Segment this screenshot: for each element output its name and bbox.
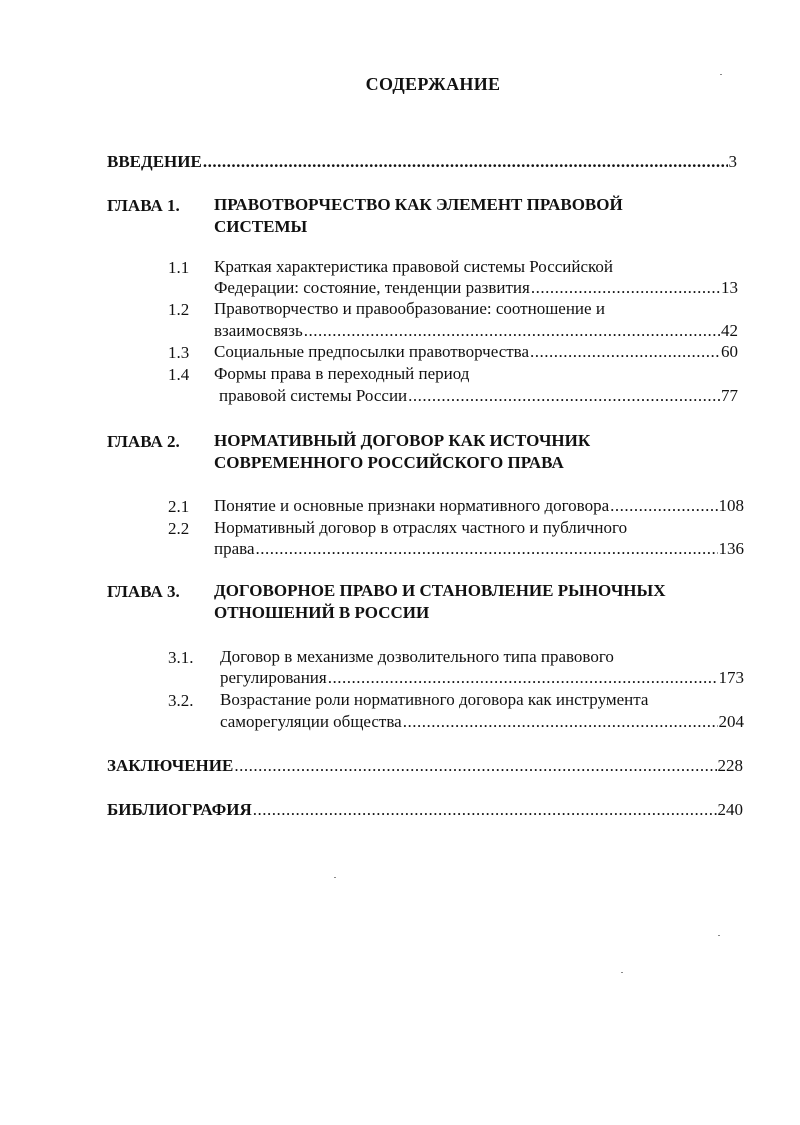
section-1-3-line1: Социальные предпосылки правотворчества bbox=[214, 342, 530, 361]
dot-leader bbox=[531, 278, 720, 298]
chapter-2-number: ГЛАВА 2. bbox=[107, 432, 180, 451]
section-1-2-entry bbox=[214, 321, 738, 341]
section-2-1-entry bbox=[214, 496, 744, 516]
chapter-1-title-line2: СИСТЕМЫ bbox=[214, 217, 308, 236]
section-2-2-entry bbox=[214, 539, 744, 559]
section-1-1-page: 13 bbox=[721, 278, 738, 297]
section-1-4-number: 1.4 bbox=[168, 365, 190, 384]
chapter-1-number: ГЛАВА 1. bbox=[107, 196, 180, 215]
bibliography-label: БИБЛИОГРАФИЯ bbox=[107, 800, 252, 819]
dot-leader bbox=[304, 321, 720, 341]
dot-leader bbox=[530, 342, 720, 362]
chapter-3-title-line1: ДОГОВОРНОЕ ПРАВО И СТАНОВЛЕНИЕ РЫНОЧНЫХ bbox=[214, 581, 666, 600]
conclusion-page: 228 bbox=[717, 756, 743, 775]
scan-speck bbox=[621, 972, 623, 973]
section-3-1-entry bbox=[220, 668, 744, 688]
section-1-4-page: 77 bbox=[721, 386, 738, 405]
section-1-3-page: 60 bbox=[721, 342, 738, 361]
section-1-2-line2: взаимосвязь bbox=[214, 321, 303, 340]
section-2-1-number: 2.1 bbox=[168, 497, 190, 516]
chapter-2-title-line1: НОРМАТИВНЫЙ ДОГОВОР КАК ИСТОЧНИК bbox=[214, 431, 591, 450]
section-1-4-entry bbox=[219, 386, 738, 406]
section-2-2-page: 136 bbox=[718, 539, 744, 558]
dot-leader bbox=[253, 800, 717, 820]
section-3-2-page: 204 bbox=[718, 712, 744, 731]
chapter-3-title-line2: ОТНОШЕНИЙ В РОССИИ bbox=[214, 603, 430, 622]
intro-label: ВВЕДЕНИЕ bbox=[107, 152, 202, 171]
section-3-2-line2: саморегуляции общества bbox=[220, 712, 402, 731]
section-1-2-page: 42 bbox=[721, 321, 738, 340]
section-3-2-number: 3.2. bbox=[168, 691, 194, 710]
section-1-4-line2: правовой системы России bbox=[219, 386, 408, 405]
toc-entry-conclusion bbox=[107, 756, 743, 776]
section-1-3-number: 1.3 bbox=[168, 343, 190, 362]
section-1-1-line1: Краткая характеристика правовой системы Российской bbox=[214, 257, 614, 276]
dot-leader bbox=[328, 668, 718, 688]
section-2-2-number: 2.2 bbox=[168, 519, 190, 538]
dot-leader bbox=[256, 539, 718, 559]
section-1-1-line2: Федерации: состояние, тенденции развития bbox=[214, 278, 530, 297]
dot-leader bbox=[403, 712, 718, 732]
section-3-1-page: 173 bbox=[718, 668, 744, 687]
section-3-1-line1: Договор в механизме дозволительного типа правового bbox=[220, 647, 614, 666]
page-title: СОДЕРЖАНИЕ bbox=[365, 74, 501, 94]
chapter-1-title-line1: ПРАВОТВОРЧЕСТВО КАК ЭЛЕМЕНТ ПРАВОВОЙ bbox=[214, 195, 623, 214]
section-3-2-line1: Возрастание роли нормативного договора как инструмента bbox=[220, 690, 649, 709]
section-1-2-number: 1.2 bbox=[168, 300, 190, 319]
dot-leader bbox=[610, 496, 717, 516]
section-1-1-entry bbox=[214, 278, 738, 298]
section-1-2-line1: Правотворчество и правообразование: соотношение и bbox=[214, 299, 605, 318]
toc-entry-bibliography bbox=[107, 800, 743, 820]
section-1-1-number: 1.1 bbox=[168, 258, 190, 277]
intro-page: 3 bbox=[728, 152, 737, 171]
section-3-1-number: 3.1. bbox=[168, 648, 194, 667]
chapter-2-title-line2: СОВРЕМЕННОГО РОССИЙСКОГО ПРАВА bbox=[214, 453, 564, 472]
section-2-1-page: 108 bbox=[718, 496, 744, 515]
section-2-2-line2: права bbox=[214, 539, 255, 558]
toc-entry-intro bbox=[107, 152, 737, 172]
scan-speck bbox=[718, 935, 720, 936]
section-3-1-line2: регулирования bbox=[220, 668, 327, 687]
section-3-2-entry bbox=[220, 712, 744, 732]
scan-speck bbox=[720, 74, 722, 75]
scan-speck bbox=[334, 877, 336, 878]
section-2-2-line1: Нормативный договор в отраслях частного и публичного bbox=[214, 518, 628, 537]
section-1-3-entry bbox=[214, 342, 738, 362]
dot-leader bbox=[203, 152, 728, 172]
bibliography-page: 240 bbox=[717, 800, 743, 819]
dot-leader bbox=[408, 386, 720, 406]
section-2-1-line1: Понятие и основные признаки нормативного договора bbox=[214, 496, 610, 515]
conclusion-label: ЗАКЛЮЧЕНИЕ bbox=[107, 756, 234, 775]
dot-leader bbox=[234, 756, 716, 776]
section-1-4-line1: Формы права в переходный период bbox=[214, 364, 470, 383]
chapter-3-number: ГЛАВА 3. bbox=[107, 582, 180, 601]
